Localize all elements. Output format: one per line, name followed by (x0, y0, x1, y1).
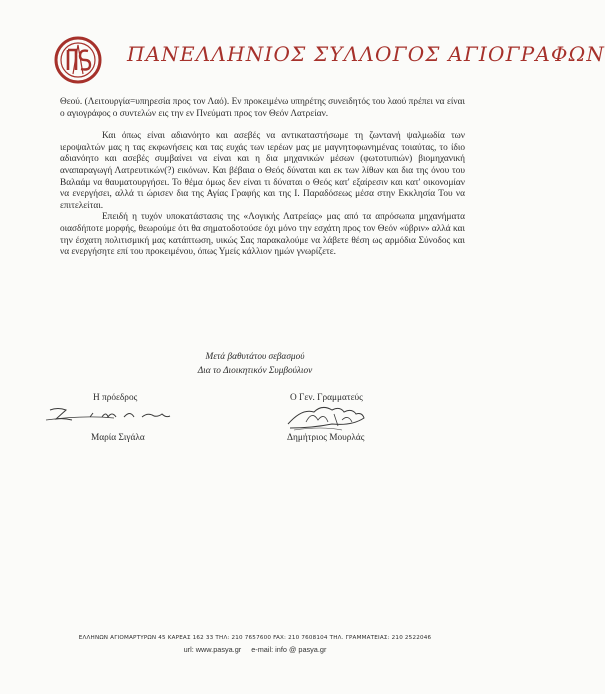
right-signatory-name: Δημήτριος Μουρλάς (287, 433, 365, 443)
letter-body (60, 97, 465, 259)
left-signature (44, 401, 184, 425)
footer-contact (0, 645, 510, 654)
paragraph-2: Και όπως είναι αδιανόητο και ασεβές να αντικαταστήσωμε τη ζωντανή ψαλμωδία των ιεροψαλτών μας η τας εκφωνήσεις και τας ευχάς των ιερέων μας με μαγνητοφωνημένας τοιαύτας, το ίδιο αδιανόητο και ασεβές συμβαίνει να είναι και η δια μηχανικών μέσων (φωτοτυπιών) βιομηχανική αναπαραγωγή Λατρευτικών(?) εικόνων. Και βέβαια ο Θεός δύναται και εκ των λίθων και δια της όνου του Βαλαάμ να θαυματουργήσει. Το θέμα όμως δεν είναι τι δύναται ο Θεός κατ' εξαίρεσιν και κατ' οικονομίαν να ενεργήσει, αλλά τι ώρισεν δια της Αγίας Γραφής και της Ι. Παραδόσεως μέσα στην Εκκλησία Του να επιτελείται. (60, 131, 465, 211)
closing-line-1: Μετά βαθυτάτου σεβασμού (205, 352, 305, 362)
paragraph-3: Επειδή η τυχόν υποκατάστασις της «Λογικής Λατρείας» μας από τα απρόσωπα μηχανήματα οιασδήποτε μορφής, θεωρούμε ότι θα σηματοδοτούσε όχι μόνο την εσχάτη προς τον Θεόν «ύβριν» αλλά και την έσχατη πολιτισμική μας κατάπτωση, υικώς Σας παρακαλούμε να λάβετε θέση ως αρμόδια Σύνοδος και να ενεργήσητε επί του προκειμένου, όπως Υμείς κάλλιον ημών γνωρίζετε. (60, 212, 465, 258)
left-signatory-role: Η πρόεδρος (93, 393, 138, 403)
right-signature (282, 400, 382, 432)
paragraph-1: Θεού. (Λειτουργία=υπηρεσία προς τον Λαό). Εν προκειμένω υπηρέτης συνειδητός του λαού πρέπει να είναι ο αγιογράφος ο συντελών εις την εν Πνεύματι προς τον Θεόν Λατρείαν. (60, 97, 465, 119)
closing-line-2: Δια το Διοικητικόν Συμβούλιον (197, 366, 313, 376)
footer-url: url: www.pasya.gr (183, 645, 242, 654)
organization-name: ΠΑΝΕΛΛΗΝΙΟΣ ΣΥΛΛΟΓΟΣ ΑΓΙΟΓΡΑΦΩΝ (127, 42, 605, 66)
right-signatory-role: Ο Γεν. Γραμματεύς (290, 393, 363, 403)
left-signatory-name: Μαρία Σιγάλα (91, 433, 145, 443)
footer-address: ΕΛΛΗΝΩΝ ΑΓΙΟΜΑΡΤΥΡΩΝ 45 ΚΑΡΕΑΣ 162 33 ΤΗΛ: 210 7657600 FAX: 210 7608104 ΤΗΛ. ΓΡΑΜΜΑΤΕΙΑΣ: 210 2522046 (78, 635, 432, 641)
association-logo (54, 36, 102, 84)
footer-email: e-mail: info @ pasya.gr (251, 645, 327, 654)
